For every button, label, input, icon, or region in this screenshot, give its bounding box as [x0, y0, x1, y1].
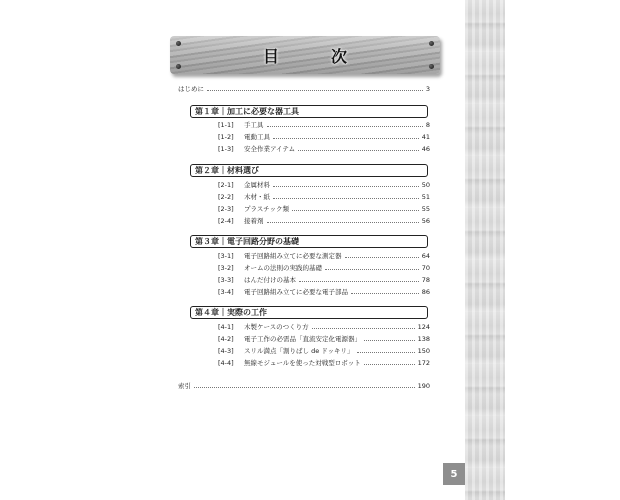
chapter-heading-4[interactable]: 第４章｜実際の工作	[190, 306, 428, 319]
page-number: 5	[443, 463, 465, 485]
toc-entry[interactable]	[218, 217, 430, 225]
toc-entry[interactable]	[218, 181, 430, 189]
section-title: 電子回路組み立てに必要な電子部品	[244, 288, 348, 296]
dot-leader	[364, 364, 415, 365]
title-plank	[170, 36, 440, 74]
section-code: [3-4]	[218, 288, 234, 296]
entry-page: 3	[425, 85, 430, 93]
nail-icon	[176, 41, 181, 46]
nail-icon	[176, 64, 181, 69]
wood-side-strip	[465, 0, 505, 500]
section-code: [1-2]	[218, 133, 234, 141]
toc-entry[interactable]	[218, 264, 430, 272]
section-title: はんだ付けの基本	[244, 276, 296, 284]
dot-leader	[357, 352, 415, 353]
entry-label: はじめに	[178, 85, 204, 93]
entry-page: 78	[421, 276, 430, 284]
dot-leader	[364, 340, 415, 341]
section-code: [4-2]	[218, 335, 234, 343]
section-code: [2-3]	[218, 205, 234, 213]
toc-entry-index[interactable]	[178, 382, 430, 390]
dot-leader	[273, 186, 419, 187]
toc-entry[interactable]	[218, 335, 430, 343]
toc-entry[interactable]	[218, 121, 430, 129]
section-title: 安全作業アイテム	[244, 145, 296, 153]
entry-page: 70	[421, 264, 430, 272]
section-code: [1-1]	[218, 121, 234, 129]
section-code: [3-1]	[218, 252, 234, 260]
section-title: オームの法則の実践的基礎	[244, 264, 322, 272]
section-title: スリル満点「割りばし de ドッキリ」	[244, 347, 354, 355]
entry-page: 190	[417, 382, 430, 390]
dot-leader	[298, 150, 419, 151]
section-code: [4-1]	[218, 323, 234, 331]
section-title: 木材・紙	[244, 193, 270, 201]
toc-entry[interactable]	[218, 347, 430, 355]
entry-page: 46	[421, 145, 430, 153]
section-code: [2-1]	[218, 181, 234, 189]
entry-page: 172	[417, 359, 430, 367]
entry-page: 124	[417, 323, 430, 331]
toc-entry[interactable]	[218, 145, 430, 153]
dot-leader	[194, 387, 415, 388]
entry-page: 64	[421, 252, 430, 260]
toc-entry-intro[interactable]	[178, 85, 430, 93]
chapter-heading-1[interactable]: 第１章｜加工に必要な器工具	[190, 105, 428, 118]
dot-leader	[273, 198, 419, 199]
page-title: 目 次	[262, 46, 365, 66]
section-code: [1-3]	[218, 145, 234, 153]
section-code: [2-4]	[218, 217, 234, 225]
section-code: [3-2]	[218, 264, 234, 272]
dot-leader	[345, 257, 419, 258]
section-code: [4-4]	[218, 359, 234, 367]
entry-page: 150	[417, 347, 430, 355]
entry-label: 索引	[178, 382, 191, 390]
dot-leader	[267, 126, 423, 127]
section-code: [3-3]	[218, 276, 234, 284]
section-title: 無線モジュールを使った対戦型ロボット	[244, 359, 361, 367]
toc-entry[interactable]	[218, 205, 430, 213]
entry-page: 50	[421, 181, 430, 189]
section-title: 接着剤	[244, 217, 264, 225]
nail-icon	[429, 64, 434, 69]
entry-page: 86	[421, 288, 430, 296]
section-title: 電子工作の必需品「直流安定化電源器」	[244, 335, 361, 343]
toc-entry[interactable]	[218, 288, 430, 296]
section-code: [2-2]	[218, 193, 234, 201]
toc-entry[interactable]	[218, 276, 430, 284]
section-title: 木製ケースのつくり方	[244, 323, 309, 331]
section-title: 手工具	[244, 121, 264, 129]
toc-entry[interactable]	[218, 323, 430, 331]
entry-page: 56	[421, 217, 430, 225]
chapter-heading-2[interactable]: 第２章｜材料選び	[190, 164, 428, 177]
dot-leader	[312, 328, 415, 329]
dot-leader	[267, 222, 419, 223]
section-title: 電動工具	[244, 133, 270, 141]
entry-page: 8	[425, 121, 430, 129]
nail-icon	[429, 41, 434, 46]
entry-page: 41	[421, 133, 430, 141]
entry-page: 55	[421, 205, 430, 213]
dot-leader	[325, 269, 419, 270]
entry-page: 51	[421, 193, 430, 201]
chapter-heading-3[interactable]: 第３章｜電子回路分野の基礎	[190, 235, 428, 248]
dot-leader	[299, 281, 419, 282]
section-code: [4-3]	[218, 347, 234, 355]
section-title: プラスチック類	[244, 205, 289, 213]
entry-page: 138	[417, 335, 430, 343]
toc-entry[interactable]	[218, 252, 430, 260]
toc-entry[interactable]	[218, 359, 430, 367]
toc-entry[interactable]	[218, 193, 430, 201]
section-title: 金属材料	[244, 181, 270, 189]
dot-leader	[207, 90, 423, 91]
section-title: 電子回路組み立てに必要な測定器	[244, 252, 342, 260]
dot-leader	[292, 210, 419, 211]
toc-entry[interactable]	[218, 133, 430, 141]
dot-leader	[351, 293, 419, 294]
dot-leader	[273, 138, 419, 139]
